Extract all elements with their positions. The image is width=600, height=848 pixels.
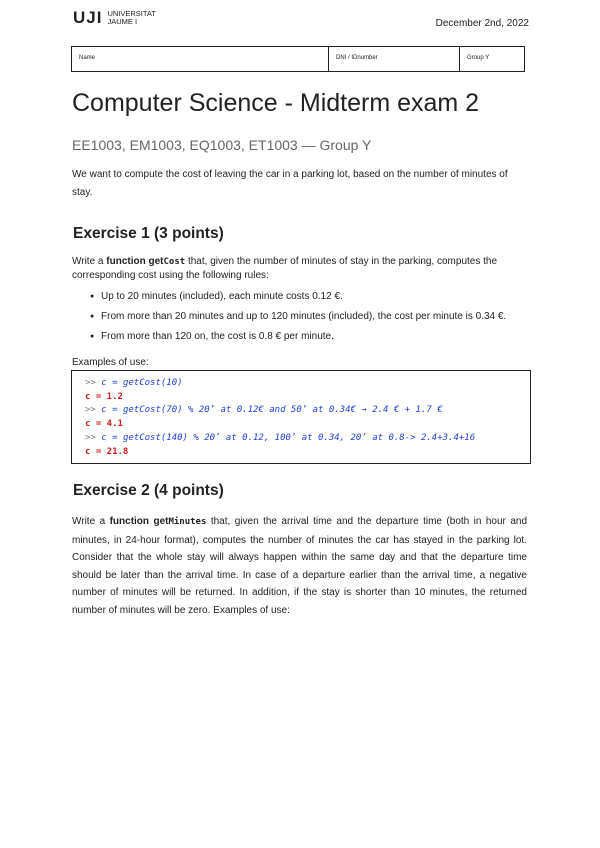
logo-mark: UJI: [73, 8, 103, 27]
exam-date: December 2nd, 2022: [435, 18, 529, 29]
code-result: c = 21.8: [85, 446, 129, 457]
code-prompt: >>: [85, 405, 102, 416]
intro-paragraph: We want to compute the cost of leaving the car in a parking lot, based on the number of minutes of stay.: [72, 169, 508, 198]
code-prompt: >>: [85, 378, 102, 388]
code-result: c = 1.2: [85, 391, 123, 402]
code-result: c = 4.1: [85, 419, 123, 430]
code-line: [85, 391, 530, 405]
list-item: ● Up to 20 minutes (included), each minute costs 0.12 €.: [88, 287, 528, 307]
group-field[interactable]: [460, 47, 524, 71]
exercise-2-heading: Exercise 2 (4 points): [73, 482, 224, 499]
code-example-box: [71, 370, 531, 464]
code-command: c = getCost(10): [101, 378, 183, 388]
student-id-box: [71, 46, 525, 72]
code-command: c = getCost(70) % 20’ at 0.12€ and 50’ at 0.34€ → 2.4 € + 1.7 €: [101, 405, 443, 416]
page-title: Computer Science - Midterm exam 2: [72, 89, 480, 117]
ex1-text-after: that, given the number of minutes of stay in the parking, computes the corresponding cost using the following rules:: [72, 256, 498, 281]
list-item: ● From more than 120 on, the cost is 0.8 € per minute.: [88, 327, 528, 347]
ex2-text-before: Write a: [72, 516, 110, 527]
logo-line-2: JAUME I: [107, 17, 138, 26]
list-item: ● From more than 20 minutes and up to 120 minutes (included), the cost per minute is 0.34 €.: [88, 307, 528, 327]
name-label: Name: [79, 55, 96, 61]
name-field[interactable]: [72, 47, 329, 71]
exercise-1-heading: Exercise 1 (3 points): [73, 225, 224, 242]
code-line: [85, 377, 530, 391]
code-line: [85, 418, 530, 432]
dni-label: DNI / IDnumber: [336, 55, 378, 61]
university-logo: [73, 8, 156, 28]
examples-label: Examples of use:: [72, 357, 149, 368]
ex2-function-name: Minutes: [168, 517, 207, 527]
logo-line-1: UNIVERSITAT: [107, 9, 156, 18]
code-command: c = getCost(140) % 20’ at 0.12, 100’ at 0.34, 20’ at 0.8-> 2.4+3.4+16: [101, 432, 476, 443]
dni-field[interactable]: [329, 47, 460, 71]
exercise-2-statement: [72, 513, 527, 620]
group-label: Group Y: [467, 55, 490, 61]
code-line: [85, 404, 530, 418]
logo-text: [107, 10, 155, 26]
ex1-text-before: Write a: [72, 256, 107, 267]
code-prompt: >>: [85, 432, 102, 443]
page-subtitle: EE1003, EM1003, EQ1003, ET1003 — Group Y: [72, 137, 372, 153]
ex1-bold-function: function get: [106, 256, 164, 267]
code-line: [85, 446, 530, 460]
ex1-function-name: Cost: [163, 257, 186, 267]
cost-rules-list: [88, 287, 528, 347]
code-line: [85, 432, 530, 446]
exercise-1-statement: [72, 255, 502, 283]
ex2-bold-function: function get: [109, 516, 169, 527]
ex2-text-after: that, given the arrival time and the departure time (both in hour and minutes, in 24-hour format), computes the number of minutes the car has stayed in the parking lot. Consider that the whole stay will always happen within the same day and that the departure time should be later than the arrival time. In case of a departure earlier than the arrival time, a negative number of minutes will be returned. In addition, if the stay is shorter than 10 minutes, the returned number of minutes will be zero. Examples of use:: [72, 516, 527, 616]
